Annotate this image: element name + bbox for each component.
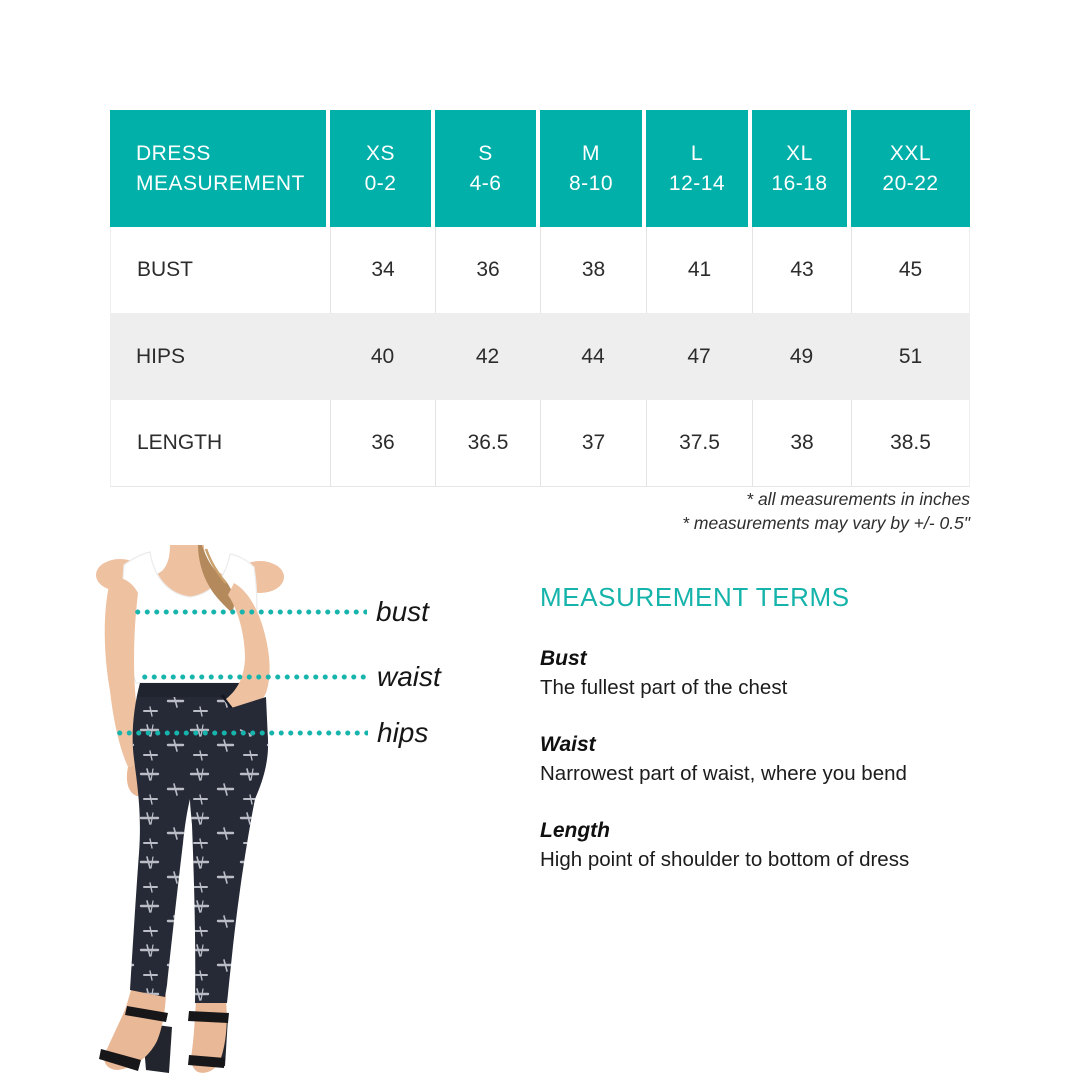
measurement-footnotes (682, 488, 970, 535)
range-l: 12-14 (668, 171, 726, 195)
size-xxl: XXL (889, 141, 932, 165)
col-header-xxl (851, 110, 970, 227)
cell-length-l: 37.5 (646, 400, 752, 487)
hips-line-label: hips (377, 717, 429, 748)
size-xl: XL (786, 141, 813, 165)
col-header-l (646, 110, 752, 227)
model-photo (88, 545, 348, 1080)
cell-length-xl: 38 (752, 400, 851, 487)
cell-bust-m: 38 (540, 227, 646, 313)
size-s: S (478, 141, 493, 165)
measurement-terms-section (540, 582, 990, 874)
cell-length-m: 37 (540, 400, 646, 487)
term-waist-definition: Narrowest part of waist, where you bend (540, 762, 907, 785)
row-label-length: LENGTH (110, 400, 330, 487)
size-l: L (690, 141, 704, 165)
bust-dotted-line (133, 609, 367, 615)
term-bust-definition: The fullest part of the chest (540, 676, 788, 699)
waist-dotted-line (140, 674, 368, 680)
header-line-2: MEASUREMENT (136, 171, 305, 195)
table-header-dress-measurement (110, 110, 330, 227)
hips-dotted-line (115, 730, 368, 736)
cell-hips-l: 47 (646, 313, 752, 400)
range-xs: 0-2 (364, 171, 397, 195)
size-xs: XS (365, 141, 395, 165)
cell-bust-xs: 34 (330, 227, 435, 313)
term-waist (540, 730, 990, 788)
cell-bust-xl: 43 (752, 227, 851, 313)
range-xxl: 20-22 (882, 171, 939, 195)
col-header-xs (330, 110, 435, 227)
term-bust (540, 644, 990, 702)
size-m: M (582, 141, 600, 165)
range-xl: 16-18 (771, 171, 828, 195)
footnote-inches: * all measurements in inches (746, 489, 970, 509)
cell-hips-xl: 49 (752, 313, 851, 400)
cell-length-xxl: 38.5 (851, 400, 970, 487)
term-bust-name: Bust (540, 647, 587, 670)
term-length (540, 816, 990, 874)
col-header-s (435, 110, 540, 227)
dress-size-table (110, 110, 970, 487)
footnote-variance: * measurements may vary by +/- 0.5" (682, 512, 970, 533)
row-label-hips: HIPS (110, 313, 330, 400)
range-m: 8-10 (568, 171, 614, 195)
cell-bust-xxl: 45 (851, 227, 970, 313)
col-header-xl (752, 110, 851, 227)
cell-hips-m: 44 (540, 313, 646, 400)
cell-length-xs: 36 (330, 400, 435, 487)
term-length-name: Length (540, 819, 610, 842)
header-line-1: DRESS (136, 141, 211, 165)
col-header-m (540, 110, 646, 227)
cell-length-s: 36.5 (435, 400, 540, 487)
row-label-bust: BUST (110, 227, 330, 313)
cell-bust-l: 41 (646, 227, 752, 313)
cell-hips-xs: 40 (330, 313, 435, 400)
cell-hips-xxl: 51 (851, 313, 970, 400)
cell-hips-s: 42 (435, 313, 540, 400)
cell-bust-s: 36 (435, 227, 540, 313)
range-s: 4-6 (469, 171, 502, 195)
measurement-terms-heading: MEASUREMENT TERMS (540, 582, 850, 612)
term-waist-name: Waist (540, 733, 596, 756)
bust-line-label: bust (376, 596, 429, 627)
waist-line-label: waist (377, 661, 441, 692)
term-length-definition: High point of shoulder to bottom of dress (540, 848, 910, 871)
